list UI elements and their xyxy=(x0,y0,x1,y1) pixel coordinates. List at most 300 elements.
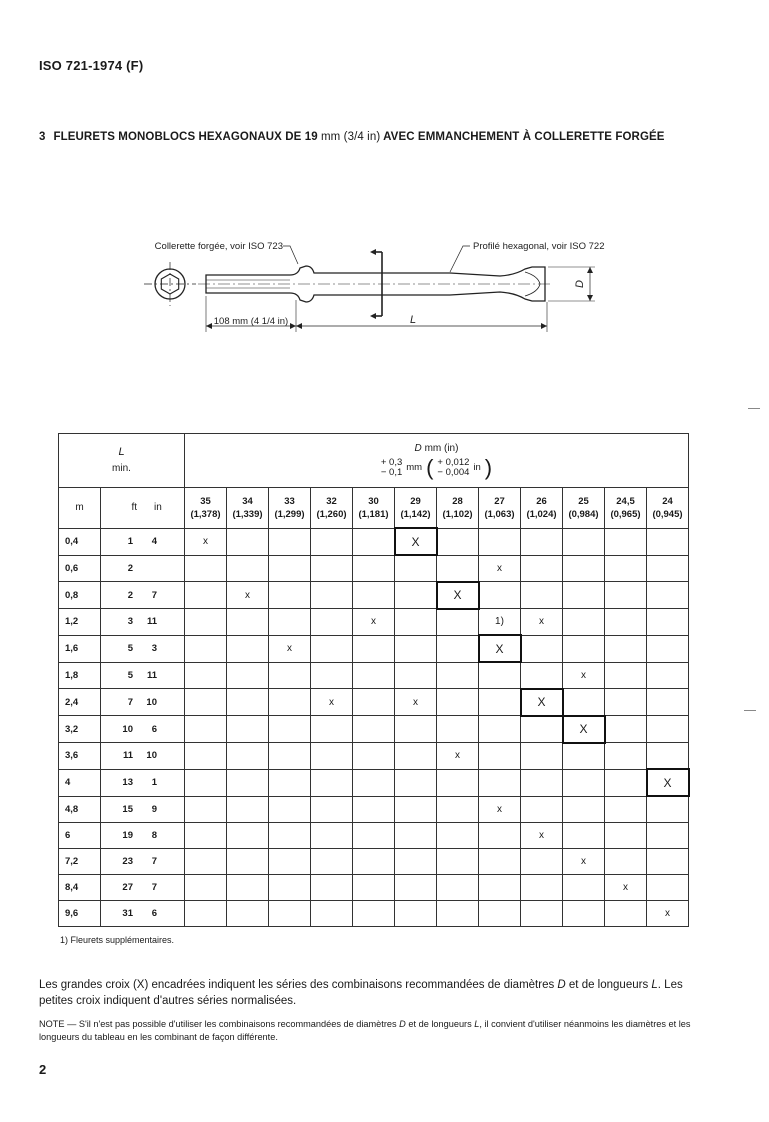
length-m: 1,6 xyxy=(59,635,101,662)
tol-mm-plus: + 0,3 xyxy=(380,457,403,468)
recommended-combination-cell: X xyxy=(521,689,563,716)
length-ft-in xyxy=(101,716,185,743)
empty-cell xyxy=(227,609,269,636)
empty-cell xyxy=(521,716,563,743)
length-m: 9,6 xyxy=(59,901,101,927)
empty-cell xyxy=(605,528,647,555)
length-ft-in xyxy=(101,555,185,582)
standard-combination-cell: x xyxy=(563,662,605,689)
diameter-inch: (1,024) xyxy=(526,508,557,520)
table-row xyxy=(59,609,689,636)
empty-cell xyxy=(437,662,479,689)
length-ft-in xyxy=(101,528,185,555)
diameter-column-header xyxy=(395,488,437,529)
empty-cell xyxy=(395,823,437,849)
diameter-mm: 24,5 xyxy=(616,495,635,507)
standard-combination-cell: x xyxy=(563,849,605,875)
empty-cell xyxy=(647,796,689,823)
length-in: 7 xyxy=(151,589,157,601)
tol-mm-unit: mm xyxy=(406,462,423,473)
empty-cell xyxy=(521,769,563,796)
empty-cell xyxy=(185,716,227,743)
empty-cell xyxy=(227,662,269,689)
empty-cell xyxy=(311,823,353,849)
empty-cell xyxy=(647,823,689,849)
empty-cell xyxy=(605,635,647,662)
empty-cell xyxy=(605,582,647,609)
empty-cell xyxy=(395,635,437,662)
empty-cell xyxy=(311,582,353,609)
ft-in-column-header xyxy=(101,488,185,529)
empty-cell xyxy=(437,823,479,849)
length-ft: 2 xyxy=(127,562,133,574)
empty-cell xyxy=(185,901,227,927)
length-ft-in xyxy=(101,901,185,927)
empty-cell xyxy=(395,769,437,796)
table-row xyxy=(59,528,689,555)
length-m: 1,8 xyxy=(59,662,101,689)
empty-cell xyxy=(479,528,521,555)
diameter-inch: (1,299) xyxy=(274,508,305,520)
l-qualifier: min. xyxy=(112,463,131,474)
empty-cell xyxy=(353,635,395,662)
empty-cell xyxy=(647,582,689,609)
empty-cell xyxy=(311,743,353,770)
diameter-inch: (1,378) xyxy=(190,508,221,520)
empty-cell xyxy=(605,796,647,823)
margin-mark xyxy=(748,408,760,409)
empty-cell xyxy=(395,901,437,927)
empty-cell xyxy=(353,582,395,609)
length-in: 11 xyxy=(146,669,157,681)
length-in: 1 xyxy=(151,777,157,788)
length-m: 3,2 xyxy=(59,716,101,743)
empty-cell xyxy=(185,823,227,849)
diameter-inch: (1,063) xyxy=(484,508,515,520)
d-unit: mm (in) xyxy=(424,443,459,454)
empty-cell xyxy=(185,609,227,636)
diameter-column-header xyxy=(269,488,311,529)
empty-cell xyxy=(563,528,605,555)
empty-cell xyxy=(395,555,437,582)
empty-cell xyxy=(395,609,437,636)
margin-mark xyxy=(744,710,756,711)
empty-cell xyxy=(311,716,353,743)
empty-cell xyxy=(605,716,647,743)
standard-combination-cell: x xyxy=(479,555,521,582)
empty-cell xyxy=(479,716,521,743)
diameter-mm: 25 xyxy=(578,495,589,507)
empty-cell xyxy=(563,635,605,662)
empty-cell xyxy=(311,875,353,901)
length-ft-in xyxy=(101,662,185,689)
length-m: 4,8 xyxy=(59,796,101,823)
section-title-part2: AVEC EMMANCHEMENT À COLLERETTE FORGÉE xyxy=(383,131,665,143)
table-row xyxy=(59,555,689,582)
diameter-mm: 29 xyxy=(410,495,421,507)
tol-in-unit: in xyxy=(473,462,481,473)
length-ft-in xyxy=(101,875,185,901)
empty-cell xyxy=(605,901,647,927)
footnote: 1) Fleurets supplémentaires. xyxy=(60,935,175,945)
standard-combination-cell: x xyxy=(521,609,563,636)
length-m: 3,6 xyxy=(59,743,101,770)
length-m: 1,2 xyxy=(59,609,101,636)
length-m: 6 xyxy=(59,823,101,849)
empty-cell xyxy=(185,635,227,662)
in-header: in xyxy=(153,502,162,514)
table-row xyxy=(59,662,689,689)
empty-cell xyxy=(521,743,563,770)
length-in: 11 xyxy=(146,616,157,628)
empty-cell xyxy=(311,901,353,927)
empty-cell xyxy=(311,796,353,823)
section-title-part1: FLEURETS MONOBLOCS HEXAGONAUX DE 19 xyxy=(53,131,318,143)
collar-label: Collerette forgée, voir ISO 723 xyxy=(154,241,283,252)
empty-cell xyxy=(563,555,605,582)
empty-cell xyxy=(395,716,437,743)
diameter-mm: 32 xyxy=(326,495,337,507)
length-m: 7,2 xyxy=(59,849,101,875)
standard-combination-cell: x xyxy=(395,689,437,716)
length-ft: 5 xyxy=(127,669,133,681)
empty-cell xyxy=(479,875,521,901)
empty-cell xyxy=(185,582,227,609)
empty-cell xyxy=(605,555,647,582)
empty-cell xyxy=(605,769,647,796)
table-row xyxy=(59,823,689,849)
empty-cell xyxy=(605,609,647,636)
d-header xyxy=(185,434,689,488)
empty-cell xyxy=(647,689,689,716)
empty-cell xyxy=(353,743,395,770)
empty-cell xyxy=(437,875,479,901)
diameter-mm: 27 xyxy=(494,495,505,507)
empty-cell xyxy=(311,769,353,796)
empty-cell xyxy=(353,769,395,796)
empty-cell xyxy=(269,796,311,823)
standard-combination-cell: x xyxy=(311,689,353,716)
empty-cell xyxy=(269,716,311,743)
length-symbol: L xyxy=(409,314,417,326)
diameter-mm: 28 xyxy=(452,495,463,507)
empty-cell xyxy=(311,635,353,662)
length-ft-in xyxy=(101,743,185,770)
length-ft: 11 xyxy=(122,750,133,762)
empty-cell xyxy=(185,796,227,823)
empty-cell xyxy=(227,716,269,743)
recommended-combination-cell: X xyxy=(437,582,479,609)
empty-cell xyxy=(185,555,227,582)
section-title xyxy=(39,131,665,143)
empty-cell xyxy=(269,689,311,716)
length-m: 2,4 xyxy=(59,689,101,716)
empty-cell xyxy=(647,609,689,636)
empty-cell xyxy=(185,849,227,875)
empty-cell xyxy=(227,901,269,927)
diameter-column-header xyxy=(647,488,689,529)
length-ft-in xyxy=(101,796,185,823)
section-number: 3 xyxy=(39,131,46,143)
length-m: 0,8 xyxy=(59,582,101,609)
standard-reference: ISO 721-1974 (F) xyxy=(39,58,144,73)
empty-cell xyxy=(353,875,395,901)
empty-cell xyxy=(185,875,227,901)
length-in: 10 xyxy=(146,750,157,762)
recommended-combination-cell: X xyxy=(395,528,437,555)
diameter-column-header xyxy=(353,488,395,529)
length-ft: 2 xyxy=(127,589,133,601)
diameter-column-header xyxy=(521,488,563,529)
length-ft: 15 xyxy=(122,803,133,815)
empty-cell xyxy=(227,769,269,796)
empty-cell xyxy=(353,689,395,716)
length-in: 7 xyxy=(151,882,157,893)
diameter-dimension xyxy=(548,267,595,301)
diameter-inch: (1,260) xyxy=(316,508,347,520)
empty-cell xyxy=(563,609,605,636)
empty-cell xyxy=(269,528,311,555)
empty-cell xyxy=(437,849,479,875)
empty-cell xyxy=(269,823,311,849)
length-in: 6 xyxy=(151,908,157,919)
empty-cell xyxy=(521,901,563,927)
empty-cell xyxy=(521,662,563,689)
length-ft: 7 xyxy=(127,696,133,708)
length-ft-in xyxy=(101,635,185,662)
empty-cell xyxy=(353,849,395,875)
d-tolerance: + 0,3 − 0,1 mm ( + 0,012 − 0,004 in ) xyxy=(380,455,493,480)
empty-cell xyxy=(269,609,311,636)
empty-cell xyxy=(269,875,311,901)
table-row xyxy=(59,635,689,662)
empty-cell xyxy=(395,849,437,875)
diameter-mm: 30 xyxy=(368,495,379,507)
standard-combination-cell: x xyxy=(521,823,563,849)
profile-label: Profilé hexagonal, voir ISO 722 xyxy=(473,241,605,252)
standard-combination-cell: x xyxy=(353,609,395,636)
empty-cell xyxy=(437,555,479,582)
empty-cell xyxy=(605,849,647,875)
shank-length-label: 108 mm (4 1/4 in) xyxy=(213,316,289,327)
empty-cell xyxy=(227,875,269,901)
standard-combination-cell: x xyxy=(647,901,689,927)
length-ft-in xyxy=(101,609,185,636)
diameter-column-header xyxy=(563,488,605,529)
length-diameter-table xyxy=(58,433,690,927)
empty-cell xyxy=(521,582,563,609)
length-m: 4 xyxy=(59,769,101,796)
length-ft-in xyxy=(101,823,185,849)
recommended-combination-cell: X xyxy=(563,716,605,743)
empty-cell xyxy=(269,901,311,927)
length-m: 0,6 xyxy=(59,555,101,582)
empty-cell xyxy=(521,528,563,555)
length-ft-in xyxy=(101,769,185,796)
m-column-header: m xyxy=(59,488,101,529)
table-row xyxy=(59,743,689,770)
empty-cell xyxy=(353,662,395,689)
empty-cell xyxy=(479,769,521,796)
empty-cell xyxy=(395,662,437,689)
empty-cell xyxy=(353,901,395,927)
tol-in-minus: − 0,004 xyxy=(437,467,470,478)
recommended-combination-cell: X xyxy=(647,769,689,796)
table-row xyxy=(59,875,689,901)
empty-cell xyxy=(269,743,311,770)
empty-cell xyxy=(479,901,521,927)
empty-cell xyxy=(647,716,689,743)
diameter-inch: (0,984) xyxy=(568,508,599,520)
empty-cell xyxy=(395,875,437,901)
empty-cell xyxy=(227,796,269,823)
tol-in-plus: + 0,012 xyxy=(437,457,470,468)
ft-header: ft xyxy=(131,502,137,514)
empty-cell xyxy=(437,689,479,716)
empty-cell xyxy=(227,849,269,875)
empty-cell xyxy=(227,689,269,716)
length-ft: 19 xyxy=(122,830,133,841)
length-ft: 10 xyxy=(122,723,133,735)
empty-cell xyxy=(269,849,311,875)
length-in: 6 xyxy=(151,723,157,735)
empty-cell xyxy=(353,823,395,849)
length-m: 0,4 xyxy=(59,528,101,555)
diameter-column-header xyxy=(227,488,269,529)
length-in: 8 xyxy=(151,830,157,841)
empty-cell xyxy=(227,635,269,662)
empty-cell xyxy=(185,769,227,796)
profile-leader-line xyxy=(450,246,470,272)
empty-cell xyxy=(437,796,479,823)
empty-cell xyxy=(353,555,395,582)
empty-cell xyxy=(269,662,311,689)
empty-cell xyxy=(395,743,437,770)
empty-cell xyxy=(521,796,563,823)
standard-combination-cell: x xyxy=(437,743,479,770)
empty-cell xyxy=(227,823,269,849)
diameter-column-header xyxy=(311,488,353,529)
collar-leader-line xyxy=(283,246,298,264)
table-row xyxy=(59,689,689,716)
empty-cell xyxy=(647,662,689,689)
length-m: 8,4 xyxy=(59,875,101,901)
drill-rod-drawing xyxy=(120,232,610,342)
empty-cell xyxy=(521,875,563,901)
diameter-mm: 24 xyxy=(662,495,673,507)
empty-cell xyxy=(311,528,353,555)
tol-mm-minus: − 0,1 xyxy=(380,467,403,478)
d-symbol: D xyxy=(414,443,422,454)
table-row xyxy=(59,901,689,927)
empty-cell xyxy=(311,662,353,689)
empty-cell xyxy=(269,769,311,796)
table-row xyxy=(59,769,689,796)
diameter-inch: (1,181) xyxy=(358,508,389,520)
length-in: 4 xyxy=(151,536,157,547)
empty-cell xyxy=(563,901,605,927)
table-row xyxy=(59,849,689,875)
diameter-column-header xyxy=(605,488,647,529)
empty-cell xyxy=(563,689,605,716)
empty-cell xyxy=(563,796,605,823)
empty-cell xyxy=(521,849,563,875)
length-ft-in xyxy=(101,689,185,716)
standard-combination-cell: x xyxy=(605,875,647,901)
note-paragraph: NOTE — S'il n'est pas possible d'utiliser les combinaisons recommandées de diamètres D et de longueurs L, il convient d'utiliser néanmoins les diamètres et les longueurs du tableau en les combinant de façon différente. xyxy=(39,1019,691,1042)
empty-cell xyxy=(395,796,437,823)
empty-cell xyxy=(353,796,395,823)
length-in: 10 xyxy=(146,696,157,708)
empty-cell xyxy=(521,635,563,662)
table-row xyxy=(59,716,689,743)
diameter-inch: (1,142) xyxy=(400,508,431,520)
empty-cell xyxy=(185,743,227,770)
empty-cell xyxy=(437,901,479,927)
length-ft: 23 xyxy=(122,856,133,867)
diameter-mm: 35 xyxy=(200,495,211,507)
diameter-symbol: D xyxy=(574,280,586,288)
standard-combination-cell: x xyxy=(269,635,311,662)
length-in: 9 xyxy=(151,803,157,815)
diameter-mm: 33 xyxy=(284,495,295,507)
hexagon-end-view xyxy=(144,262,196,306)
page-number: 2 xyxy=(39,1062,47,1077)
standard-combination-cell: x xyxy=(227,582,269,609)
empty-cell xyxy=(353,528,395,555)
length-ft: 27 xyxy=(122,882,133,893)
empty-cell xyxy=(269,555,311,582)
standard-combination-cell: x xyxy=(185,528,227,555)
table-row xyxy=(59,796,689,823)
empty-cell xyxy=(395,582,437,609)
empty-cell xyxy=(479,849,521,875)
empty-cell xyxy=(563,582,605,609)
empty-cell xyxy=(437,716,479,743)
length-dimensions xyxy=(206,296,547,332)
diameter-mm: 26 xyxy=(536,495,547,507)
empty-cell xyxy=(647,555,689,582)
empty-cell xyxy=(605,823,647,849)
length-ft: 5 xyxy=(127,643,133,654)
diameter-mm: 34 xyxy=(242,495,253,507)
supplementary-combination-cell: 1) xyxy=(479,609,521,636)
table-row xyxy=(59,582,689,609)
empty-cell xyxy=(353,716,395,743)
empty-cell xyxy=(605,689,647,716)
standard-combination-cell: x xyxy=(479,796,521,823)
empty-cell xyxy=(185,689,227,716)
empty-cell xyxy=(647,849,689,875)
empty-cell xyxy=(563,823,605,849)
recommended-combination-cell: X xyxy=(479,635,521,662)
empty-cell xyxy=(227,555,269,582)
empty-cell xyxy=(563,875,605,901)
l-min-header xyxy=(59,434,185,488)
section-title-unit: mm (3/4 in) xyxy=(321,131,381,143)
length-ft: 13 xyxy=(122,777,133,788)
empty-cell xyxy=(647,635,689,662)
length-in: 3 xyxy=(151,643,157,654)
diameter-inch: (0,965) xyxy=(610,508,641,520)
empty-cell xyxy=(563,769,605,796)
empty-cell xyxy=(437,528,479,555)
empty-cell xyxy=(311,609,353,636)
diameter-column-header xyxy=(185,488,227,529)
diameter-column-header xyxy=(437,488,479,529)
empty-cell xyxy=(521,555,563,582)
explanation-paragraph: Les grandes croix (X) encadrées indiquent les séries des combinaisons recommandées de diamètres D et de longueurs L. Les petites croix indiquent d'autres séries normalisées. xyxy=(39,979,683,1007)
